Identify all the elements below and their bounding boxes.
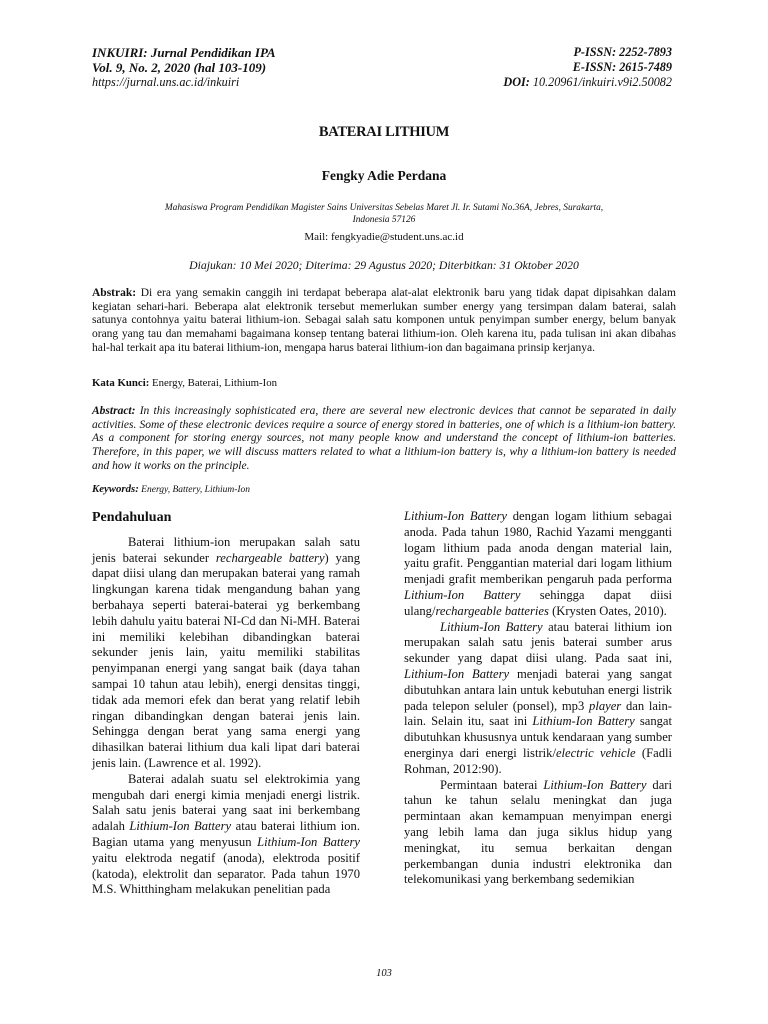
italic-run: Lithium-Ion Battery bbox=[440, 619, 543, 634]
kata-kunci bbox=[92, 377, 676, 389]
italic-run: Lithium-Ion Battery bbox=[543, 777, 647, 792]
text-run: Permintaan baterai bbox=[440, 777, 544, 792]
paragraph-right-2 bbox=[404, 620, 672, 778]
journal-header-right bbox=[342, 45, 672, 90]
italic-run: Lithium-Ion Battery bbox=[404, 587, 521, 602]
affiliation-line-1: Mahasiswa Program Pendidikan Magister Sains Universitas Sebelas Maret Jl. Ir. Sutami No.36A, Jebres, Surakarta, bbox=[164, 203, 604, 213]
page-number: 103 bbox=[376, 968, 392, 979]
italic-run: Lithium-Ion Battery bbox=[532, 714, 635, 729]
doi-label: DOI: bbox=[503, 75, 530, 89]
text-run: Baterai adalah suatu sel elektrokimia yang mengubah dari energi kimia menjadi energi listrik. Salah satu jenis baterai yang saat ini berkembang adalah bbox=[92, 771, 360, 834]
italic-run: Lithium-Ion Battery bbox=[257, 834, 360, 849]
keywords-en bbox=[92, 483, 676, 495]
text-run: (Krysten Oates, 2010). bbox=[548, 603, 667, 618]
text-run: (Fadli Rohman, 2012:90). bbox=[404, 745, 672, 776]
paragraph-right-3 bbox=[404, 778, 672, 889]
italic-run: Lithium-Ion Battery bbox=[404, 666, 510, 681]
italic-run: Lithium-Ion Battery bbox=[404, 509, 507, 523]
abstrak-label: Abstrak: bbox=[92, 287, 137, 299]
body-column-left bbox=[92, 510, 360, 898]
italic-run: Lithium-Ion Battery bbox=[129, 819, 232, 834]
kata-kunci-text: Energy, Baterai, Lithium-Ion bbox=[149, 377, 278, 389]
journal-name: INKUIRI: Jurnal Pendidikan IPA bbox=[92, 45, 276, 60]
journal-volume: Vol. 9, No. 2, 2020 (hal 103-109) bbox=[92, 60, 267, 75]
text-run: dari tahun ke tahun selalu meningkat dan juga permintaan akan kemampuan menyimpan energi yang lebih lama dan juga siklus hidup yang meningkat, itu semua berkaitan dengan perkembangan dunia industri elektronika dan telekomunikasi yang berkembang sedemikian bbox=[404, 777, 672, 887]
keywords-en-text: Energy, Battery, Lithium-Ion bbox=[138, 485, 251, 495]
pissn: P-ISSN: 2252-7893 bbox=[573, 45, 672, 59]
abstract-en-text: In this increasingly sophisticated era, there are several new electronic devices that cannot be separated in daily activities. Some of these electronic devices require a source of energy stored in batteries, one of which is a lithium-ion battery. As a component for storing energy sources, not many people know and understand the concept of lithium-ion batteries. Therefore, in this paper, we will discuss matters related to what a lithium-ion battery is, why a lithium-ion battery is needed and how it works on the principle. bbox=[92, 405, 676, 472]
text-run: dan lain-lain. Selain itu, saat ini bbox=[404, 698, 673, 729]
text-run: menjadi baterai yang sangat dibutuhkan antara lain untuk kebutuhan energi listrik pada telepon seluler (ponsel), mp3 bbox=[404, 666, 672, 713]
kata-kunci-label: Kata Kunci: bbox=[92, 377, 150, 389]
text-run: yaitu elektroda negatif (anoda), elektroda positif (katoda), elektrolit dan separator. Pada tahun 1970 M.S. Whitthingham melakukan penelitian pada bbox=[92, 850, 360, 897]
abstrak-text: Di era yang semakin canggih ini terdapat beberapa alat-alat elektronik baru yang tidak dapat dipisahkan dalam kegiatan sehari-hari. Beberapa alat elektronik tersebut memerlukan sumber energy yang tersimpan dalam baterai, salah satunya contohnya yaitu baterai lithium-ion. Sebagai salah satu komponen untuk penyimpan sumber energy, belum banyak orang yang tau dan memahami bagaimana konsep tentang baterai lithium-ion. Oleh karena itu, pada tulisan ini akan dibahas hal-hal terkait apa itu baterai lithium-ion, mengapa harus baterai lithium-ion dan bagaimana prinsip kerjanya. bbox=[92, 287, 676, 354]
text-run: sehingga dapat diisi ulang/ bbox=[404, 587, 672, 618]
paragraph-left-2 bbox=[92, 772, 360, 898]
affiliation-line-2: Indonesia 57126 bbox=[352, 215, 416, 225]
italic-run: player bbox=[589, 698, 622, 713]
text-run: ) yang dapat diisi ulang dan merupakan baterai yang ramah lingkungan karena tidak mengandung bahan yang berbahaya seperti baterai-baterai yg berkembang lebih dahulu yaitu baterai NI-Cd dan Ni-MH. Baterai ini memiliki kelebihan dibandingkan baterai sekunder jenis lain, yaitu memiliki stabilitas penyimpanan energi yang sangat baik (daya tahan sampai 10 tahun atau lebih), energi densitas tinggi, tidak ada memori efek dan berat yang relatif lebih ringan dibandingkan dengan baterai jenis lain. Sehingga dengan berat yang sama energi yang dihasilkan baterai lithium dua kali lipat dari baterai jenis lain. (Lawrence et al. 1992). bbox=[92, 550, 361, 770]
text-run: atau baterai lithium ion. Bagian utama yang menyusun bbox=[92, 819, 360, 849]
affiliation bbox=[108, 202, 660, 226]
section-heading: Pendahuluan bbox=[92, 510, 172, 525]
body-column-right bbox=[404, 509, 672, 888]
text-run: dengan logam lithium sebagai anoda. Pada tahun 1980, Rachid Yazami mengganti logam lithium pada anoda dengan material lain, yaitu grafit. Penggantian material dari logam lithium menjadi grafit memberikan pengaruh pada performa bbox=[404, 509, 672, 587]
abstract-en bbox=[92, 405, 676, 474]
journal-url[interactable]: https://jurnal.uns.ac.id/inkuiri bbox=[92, 75, 240, 89]
abstrak bbox=[92, 287, 676, 356]
keywords-en-label: Keywords: bbox=[92, 483, 139, 495]
doi-value[interactable]: 10.20961/inkuiri.v9i2.50082 bbox=[532, 75, 672, 89]
author-mail: Mail: fengkyadie@student.uns.ac.id bbox=[304, 231, 464, 243]
doi-line bbox=[342, 75, 672, 90]
author-name: Fengky Adie Perdana bbox=[321, 168, 447, 183]
italic-run: rechargeable batteries bbox=[435, 603, 549, 618]
eissn: E-ISSN: 2615-7489 bbox=[572, 60, 672, 74]
text-run: Baterai lithium-ion merupakan salah satu jenis baterai sekunder bbox=[92, 534, 360, 565]
italic-run: rechargeable battery bbox=[215, 550, 325, 565]
italic-run: electric vehicle bbox=[555, 745, 636, 760]
text-run: sangat dibutuhkan khususnya untuk kendaraan yang sumber energinya dari energi listrik/ bbox=[404, 714, 672, 760]
text-run: atau baterai lithium ion merupakan salah satu jenis baterai sumber arus sekunder yang dapat diisi ulang. Pada saat ini, bbox=[404, 619, 672, 666]
submission-dates: Diajukan: 10 Mei 2020; Diterima: 29 Agustus 2020; Diterbitkan: 31 Oktober 2020 bbox=[189, 259, 579, 272]
paragraph-left-1 bbox=[92, 535, 360, 772]
abstract-en-label: Abstract: bbox=[92, 405, 136, 417]
paper-title: BATERAI LITHIUM bbox=[318, 124, 450, 140]
paragraph-right-1 bbox=[404, 509, 672, 620]
